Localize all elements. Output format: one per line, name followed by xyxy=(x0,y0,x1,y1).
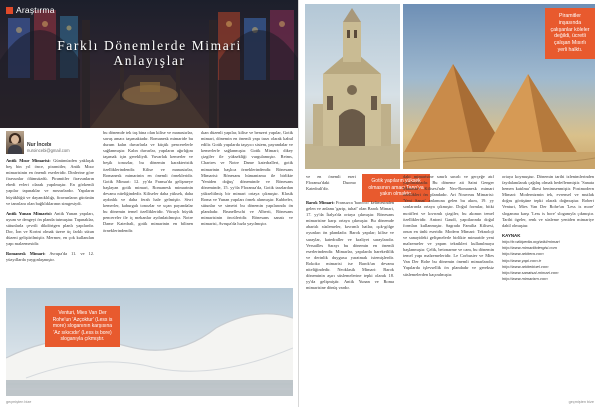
source-link[interactable]: http://www.yapi.com.tr xyxy=(502,257,542,263)
pyramid-fact-callout: Piramitler inşasında çalışanlar köleler değildi, ücretli çalışan Mısırlı yerli halktı. xyxy=(545,8,595,59)
source-link[interactable]: http://www.mimarlikdergisi.com xyxy=(502,245,557,251)
source-link[interactable]: http://www.arkitera.com xyxy=(502,251,544,257)
left-column-1 xyxy=(6,158,94,268)
paragraph: Antik Mısır Mimarisi: Günümüzden yaklaşık beş bin yıl önce, piramitler, Antik Mısır mimarisinin en önemli eserleridir. Dinlerine göre firavunlar ölümsüzdü. Piramitler firavunların ebedi evleri olarak yapılmıştır. En görkemli yapılar tapınaklar ve mezarlardır. Yapıların büyüklüğü ve dayanıklılığı, firavunların gücünün ve tanrılara olan bağlılıklarının simgesiydi. xyxy=(6,158,95,206)
source-link[interactable]: http://tr.wikipedia.org/wiki/mimari xyxy=(502,239,560,245)
right-page xyxy=(300,0,600,407)
right-column-1-intro xyxy=(306,174,356,196)
source-link[interactable]: http://www.mimarizm.com xyxy=(502,276,548,282)
right-column-1 xyxy=(306,200,394,295)
section-tag-label: Araştırma xyxy=(16,5,55,15)
paragraph: Antik Yunan Mimarisi: Antik Yunan yapıları, uyum ve dengeyi ön planda tutmuştur. Tapınaklar, sütunlarla çevrili dikdörtgen planlı yapılardır. Dor, İon ve Korint olmak üzere üç farklı sütun düzeni geliştirilmiştir. Mermer, en çok kullanılan yapı malzemesidir. xyxy=(6,210,94,247)
author-name: Nur İncebı xyxy=(27,142,52,148)
author-block xyxy=(6,131,70,154)
article-title-line2: Anlayışlar xyxy=(113,53,186,68)
page-footer: geçmişten bize xyxy=(6,400,32,404)
paragraph: daki mimarisine sınırlı sınırlı ve gerçeğe atıf yapılmaktadır. Bu döneme ait Saint Genger Manastırı Kilisesi'nde Neo-Romanesk mimari özellikleri ön plandadır. Art Nouveau Mimarisi: 'Yeni Sanat' anlamına gelen bu akım, 19. yy sonlarında ortaya çıkmıştır. Doğal formlar, bitki motifleri ve kıvrımlı çizgiler, bu akımın temel özellikleridir. Antoni Gaudí, yapıtlarında doğal formları kullanmıştır. Sagrada Familia Kilisesi, onun en ünlü eseridir. Modern Mimari: Teknoloji ve sanayideki gelişmelerle birlikte mimaride yeni malzemeler ve yapım teknikleri kullanılmaya başlanmıştır. Çelik, betonarme ve cam, bu dönemin temel yapı malzemeleridir. Le Corbusier ve Mies Van Der Rohe bu dönemin önemli mimarlarıdır. Yapılarda işlevsellik ön plandadır ve gereksiz süslemelerden kaçınılmıştır. xyxy=(403,174,494,277)
page-footer: geçmişten bize xyxy=(568,400,594,404)
left-column-3 xyxy=(201,130,293,232)
paragraph: Barok Mimari: Fransızca 'barocco' kelimesinden gelen ve anlamı 'garip, tuhaf' olan Barok Mimari, 17. yy'da İtalya'da ortaya çıkmıştır. Rönesans mimarisine karşı ortaya çıkmıştır. Bu dönemde abartılı süslemeler, kıvrımlı hatlar, ışık-gölge oyunları ön plandadır. Barok yapılar; kilise ve saraylar, katedraller ve kraliyet saraylarıdır. Versailles Sarayı bu dönemin en önemli eserlerindendir. Mimarlar, yapılarda hareketlilik ve derinlik duygusu yaratmak istemişlerdir. Rokoko mimarisi ise Barok'un devamı niteliğindedir. Neoklasik Mimari: Barok döneminin aşırı süslemelerine tepki olarak 18. yy'da gelişmiştir. Antik Yunan ve Roma mimarisine dönüş vardır. xyxy=(306,200,394,291)
author-avatar xyxy=(6,131,24,154)
hero-image-cathedral-interior xyxy=(0,0,299,128)
section-tag xyxy=(6,5,55,15)
paragraph: ıkan düzenli yapılar, kilise ve benzeri yapılar, Gotik mimari, dönemin en önemli yapı tarzı olarak kabul edilir. Gotik yapılarda taşıyıcı sistem, payandalar ve kemerlerle sağlanmıştır. Gotik Mimari; dikey çizgiler ile yüksekliği vurgulamıştır. Reims, Chartres ve Notre Dame katedralleri, gotik mimarinin başlıca örneklerindendir. Rönesans Mimarisi: Rönesans hümanizma ile birlikte 'Yeniden doğuş' döneminde ve Rönesans döneminde, 15. yy'da Floransa'da, Gotik tarzlardan yükseltilmiş bir mimari ortaya çıkmıştır. Klasik Roma ve Yunan yapıları örnek alınmıştır. Kubbeler, sütunlar ve simetri bu dönemin yapılarında ön plandadır. Brunelleschi ve Alberti, Rönesans mimarisinin öncüleridir. Rönesans sanatı ve mimarisi, Avrupa'da hızla yayılmıştır. xyxy=(201,130,293,227)
church-illustration xyxy=(305,4,400,169)
gothic-fact-callout: Gotik yapıların yüksek olmasının amacı Tanrı'ya yakın olmaktır. xyxy=(362,174,430,202)
paragraph: ortaya koymuştur. Dönemin tarihi izlenimlerinden faydalanılarak çağdaş olmak hedeflenmiştir. 'Sanata hemen katılma' ilkesi benimsenmiştir. Postmodern Mimari: Modernizmin tek, evrensel ve mutlak doğru görüşüne tepki olarak doğmuştur. Robert Venturi, Mies Van Der Rohe'un 'Less is more' sloganına karşı 'Less is bore' sloganıyla çıkmıştır. Tarihi ögeler, renk ve süsleme yeniden mimariye dahil olmuştur. xyxy=(502,174,594,228)
paragraph: bu dönemde tek taş bina olan kilise ve manastırlar, savaş amacı taşımaktadır. Romanesk mimaride bu durum kalın duvarlarla ve küçük pencerelerle sağlanmıştır. Kalın duvarlar, yapıların ağırlığını taşımak için gerekliydi. Yuvarlak kemerler ve beşik tonozlar, bu dönemin karakteristik özelliklerindendir. Kilise ve manastırlar, Romanesk mimarinin en önemli örnekleridir. Gotik Mimari: 12. yy'da Fransa'da gelişmeye başlayan gotik mimari, Romanesk mimarinin devamı niteliğindedir. Kiliseler daha yüksek, daha aydınlık ve daha ferah hale gelmiştir. Sivri kemerler, kaburgalı tonozlar ve uçan payandalar bu dönemin temel özellikleridir. Vitraylı büyük pencereler ile iç mekanlar aydınlatılmıştır. Notre Dame Katedrali, gotik mimarinin en bilinen örneklerindendir. xyxy=(103,130,193,233)
article-title xyxy=(0,38,299,68)
quote-callout: Venturi, Mies Van Der Rohe'un 'Azçoktur' (Less is more) sloganının karşısına 'Az sıkıcıdır' (Less is bore) sloganıyla çıkmıştır. xyxy=(45,306,120,347)
sources-title: KAYNAK xyxy=(502,232,521,238)
left-page xyxy=(0,0,299,407)
author-email: nuroincebi@gmail.com xyxy=(27,148,70,153)
paragraph: ve en önemli eseri Floransa'daki Duomo Katedrali'dir. xyxy=(306,174,356,192)
source-link[interactable]: http://www.arkitektuel.com xyxy=(502,263,549,269)
romanesque-church-image xyxy=(305,4,400,169)
section-tag-marker xyxy=(6,7,13,14)
paragraph: Romanesk Mimari: Avrupa'da 11. ve 12. yüzyıllarda yaygınlaşmıştır. xyxy=(6,251,94,263)
article-title-line1: Farklı Dönemlerde Mimari xyxy=(57,38,242,53)
left-column-2 xyxy=(103,130,193,238)
sources-block xyxy=(502,233,594,283)
source-link[interactable]: http://www.sanatsal-mimari.com xyxy=(502,270,559,276)
right-column-3 xyxy=(502,174,594,282)
right-column-2 xyxy=(403,174,494,282)
